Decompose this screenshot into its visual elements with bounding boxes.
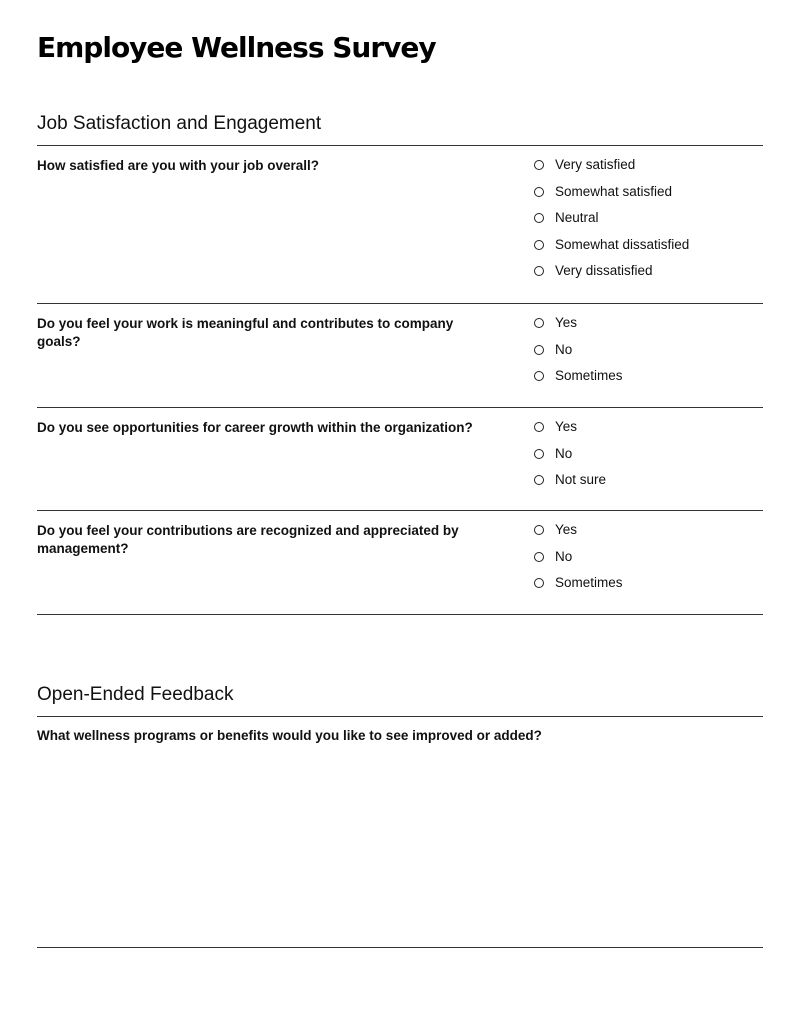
radio-option-not-sure[interactable] <box>532 471 763 489</box>
radio-circle-icon[interactable] <box>534 160 544 170</box>
radio-option-very-dissatisfied[interactable] <box>532 262 763 280</box>
radio-circle-icon[interactable] <box>534 187 544 197</box>
radio-group-career-growth <box>532 418 763 489</box>
radio-circle-icon[interactable] <box>534 240 544 250</box>
question-text: How satisfied are you with your job overall? <box>37 158 320 173</box>
radio-option-yes[interactable] <box>532 521 763 539</box>
option-label: Yes <box>555 419 578 434</box>
radio-circle-icon[interactable] <box>534 552 544 562</box>
question-divider <box>37 510 763 511</box>
option-label: Somewhat dissatisfied <box>555 236 690 252</box>
open-answer-area[interactable] <box>37 752 763 942</box>
section-end-divider <box>37 614 763 615</box>
radio-option-somewhat-dissatisfied[interactable] <box>532 236 763 254</box>
radio-group-recognition <box>532 521 763 592</box>
radio-circle-icon[interactable] <box>534 345 544 355</box>
section-divider <box>37 145 763 146</box>
section-divider <box>37 716 763 717</box>
option-label: Sometimes <box>555 368 623 383</box>
radio-option-yes[interactable] <box>532 418 763 436</box>
question-text: Do you feel your contributions are recognized and appreciated by management? <box>37 523 459 556</box>
radio-option-neutral[interactable] <box>532 209 763 227</box>
radio-circle-icon[interactable] <box>534 475 544 485</box>
question-wellness-programs: What wellness programs or benefits would you like to see improved or added? <box>37 728 542 743</box>
option-label: Neutral <box>555 210 599 225</box>
option-label: No <box>555 445 573 461</box>
question-career-growth <box>37 416 477 437</box>
radio-circle-icon[interactable] <box>534 449 544 459</box>
question-divider <box>37 303 763 304</box>
option-label: Somewhat satisfied <box>555 183 673 199</box>
question-text: Do you see opportunities for career growth within the organization? <box>37 420 473 435</box>
option-label: Yes <box>555 522 578 537</box>
section-end-divider <box>37 947 763 948</box>
radio-option-no[interactable] <box>532 341 763 359</box>
question-job-satisfaction <box>37 154 477 175</box>
option-label: Yes <box>555 315 578 330</box>
option-label: No <box>555 548 573 564</box>
option-label: No <box>555 341 573 357</box>
radio-circle-icon[interactable] <box>534 266 544 276</box>
section-heading-job-satisfaction: Job Satisfaction and Engagement <box>37 113 322 134</box>
radio-circle-icon[interactable] <box>534 422 544 432</box>
page-title: Employee Wellness Survey <box>37 31 436 64</box>
question-recognition <box>37 519 477 558</box>
option-label: Not sure <box>555 472 607 487</box>
radio-option-very-satisfied[interactable] <box>532 156 763 174</box>
question-meaningful-work <box>37 312 477 351</box>
radio-option-yes[interactable] <box>532 314 763 332</box>
radio-circle-icon[interactable] <box>534 525 544 535</box>
question-text: Do you feel your work is meaningful and contributes to company goals? <box>37 316 454 349</box>
radio-option-no[interactable] <box>532 445 763 463</box>
option-label: Very dissatisfied <box>555 263 653 278</box>
radio-circle-icon[interactable] <box>534 213 544 223</box>
radio-group-meaningful-work <box>532 314 763 385</box>
radio-option-sometimes[interactable] <box>532 367 763 385</box>
radio-group-job-satisfaction <box>532 156 763 280</box>
radio-option-somewhat-satisfied[interactable] <box>532 183 763 201</box>
radio-circle-icon[interactable] <box>534 578 544 588</box>
radio-option-no[interactable] <box>532 548 763 566</box>
radio-circle-icon[interactable] <box>534 371 544 381</box>
section-heading-open-ended-feedback: Open-Ended Feedback <box>37 684 234 705</box>
question-divider <box>37 407 763 408</box>
radio-circle-icon[interactable] <box>534 318 544 328</box>
option-label: Very satisfied <box>555 157 636 172</box>
option-label: Sometimes <box>555 575 623 590</box>
radio-option-sometimes[interactable] <box>532 574 763 592</box>
